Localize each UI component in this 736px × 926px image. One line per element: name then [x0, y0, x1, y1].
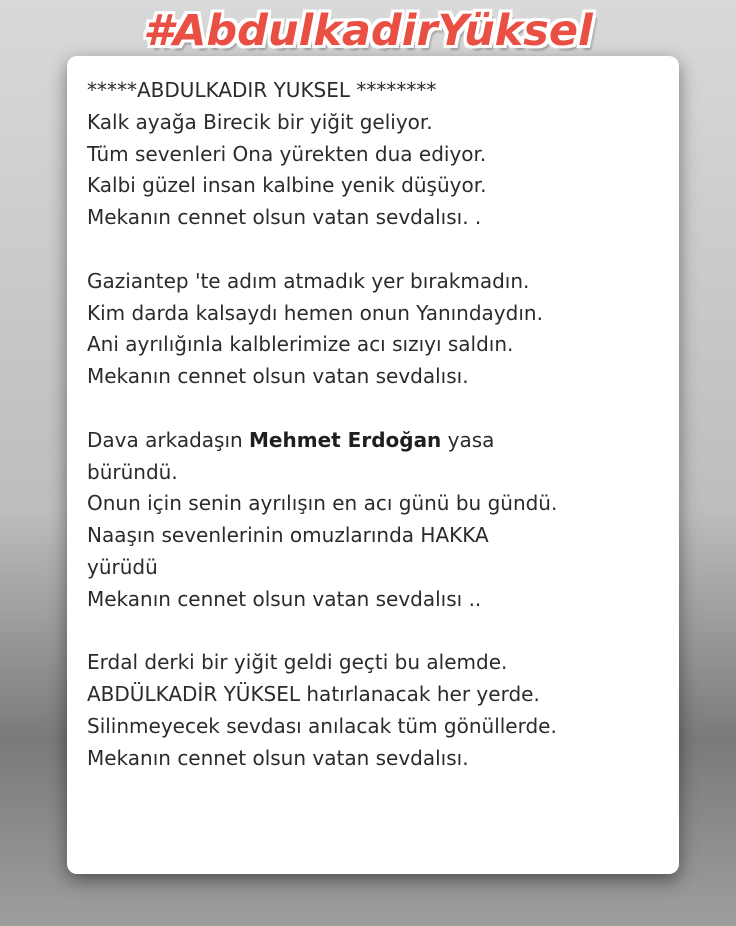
stanza-gap — [87, 393, 679, 425]
poem-line: Mekanın cennet olsun vatan sevdalısı. — [87, 364, 469, 389]
poem-line: Naaşın sevenlerinin omuzlarında HAKKA — [87, 523, 489, 548]
poem-line: Mekanın cennet olsun vatan sevdalısı. — [87, 745, 469, 770]
poem-line: büründü. — [87, 459, 178, 484]
poem-line: Silinmeyecek sevdası anılacak tüm gönüllerde. — [87, 713, 557, 738]
poem-line: Kalk ayağa Birecik bir yiğit geliyor. — [87, 109, 433, 134]
poem-line: ABDÜLKADİR YÜKSEL hatırlanacak her yerde. — [87, 682, 540, 707]
poem-line — [87, 425, 679, 457]
poem-line: Ani ayrılığınla kalblerimize acı sızıyı saldın. — [87, 332, 514, 357]
poem-line: Mekanın cennet olsun vatan sevdalısı. . — [87, 205, 482, 230]
poem-title: *****ABDULKADIR YUKSEL ******** — [87, 78, 437, 102]
poem-line: Onun için senin ayrılışın en acı günü bu gündü. — [87, 491, 558, 516]
poem-line: Kalbi güzel insan kalbine yenik düşüyor. — [87, 173, 487, 198]
poem-text: yasa — [441, 427, 495, 452]
poem-line: Tüm sevenleri Ona yürekten dua ediyor. — [87, 141, 487, 166]
poem-line: Erdal derki bir yiğit geldi geçti bu alemde. — [87, 650, 508, 675]
poem-line: Mekanın cennet olsun vatan sevdalısı .. — [87, 586, 482, 611]
stanza-gap — [87, 234, 679, 266]
poem-text: Dava arkadaşın — [87, 427, 250, 452]
poem-line: Kim darda kalsaydı hemen onun Yanındaydın. — [87, 300, 543, 325]
hashtag-title: #AbdulkadirYüksel — [143, 6, 593, 56]
stanza-gap — [87, 616, 679, 648]
poem-line: yürüdü — [87, 554, 158, 579]
poem-card — [67, 56, 679, 874]
mentioned-name: Mehmet Erdoğan — [249, 427, 442, 452]
poem-line: Gaziantep 'te adım atmadık yer bırakmadın. — [87, 268, 530, 293]
